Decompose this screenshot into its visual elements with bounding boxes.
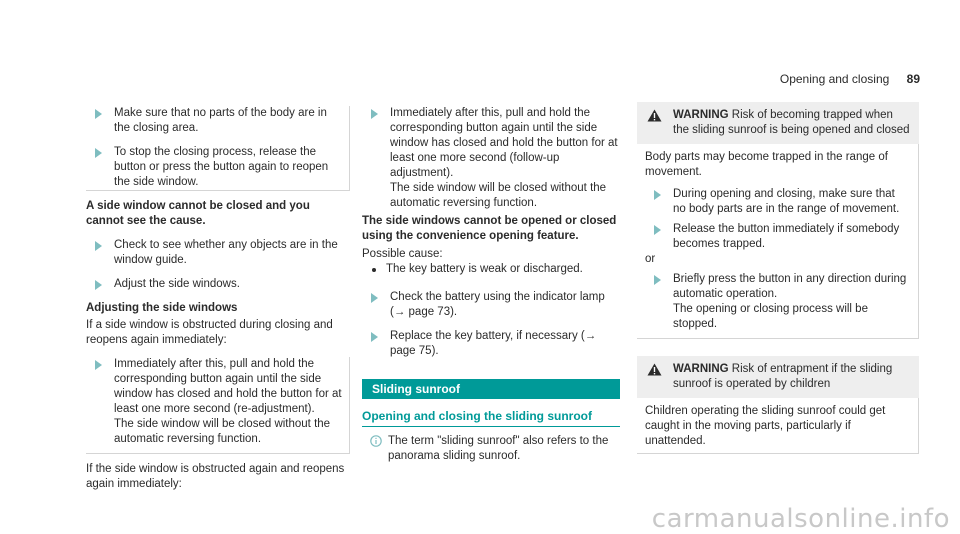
subsection-title: Opening and closing the sliding sunroof: [362, 408, 620, 427]
page-header: [702, 72, 920, 87]
step-item: Replace the key battery, if necessary (→ page 75).: [362, 329, 620, 359]
section-bar: Sliding sunroof: [362, 379, 620, 399]
step-arrow-icon: [95, 148, 102, 158]
warning-header: [637, 102, 919, 144]
page-number: 89: [906, 72, 920, 86]
column-2: [362, 106, 620, 464]
step-arrow-icon: [95, 241, 102, 251]
step-arrow-icon: [371, 109, 378, 119]
paragraph: If the side window is obstructed again and reopens again immediately:: [86, 463, 345, 490]
note: The term "sliding sunroof" also refers to the panorama sliding sunroof.: [362, 434, 620, 464]
step-arrow-icon: [654, 225, 661, 235]
heading-adjusting: Adjusting the side windows: [86, 302, 238, 314]
warning-triangle-icon: [647, 363, 662, 376]
step-item: During opening and closing, make sure that no body parts are in the range of movement.: [645, 187, 910, 217]
cause-label: Possible cause:: [362, 248, 443, 260]
step-item: Check the battery using the indicator lamp (→ page 73).: [362, 290, 620, 320]
step-item: Immediately after this, pull and hold the corresponding button again until the side window has closed and hold the button for at least one more second (re-adjustment). The side window will be closed without the automatic reversing function.: [86, 357, 350, 454]
warning-label: WARNING: [673, 109, 729, 121]
warning-body: Body parts may become trapped in the range of movement. During opening and closing, make sure that no body parts are in the range of movement. Release the button immediately if somebody becomes trapped. or Briefly press the button in any direction during automatic operation. The opening or closing process will be stopped.: [637, 144, 919, 339]
step-item: Briefly press the button in any direction during automatic operation. The opening or closing process will be stopped.: [645, 272, 910, 332]
step-arrow-icon: [654, 190, 661, 200]
column-1: [86, 106, 350, 492]
instruction-box: [86, 106, 350, 191]
list-item: The key battery is weak or discharged.: [362, 262, 620, 277]
step-arrow-icon: [371, 332, 378, 342]
warning-label: WARNING: [673, 363, 729, 375]
step-item: Adjust the side windows.: [86, 277, 350, 292]
column-3: [637, 102, 919, 454]
info-icon: [370, 435, 382, 447]
warning-title: Risk of entrapment if the sliding sunroof is operated by children: [673, 363, 893, 390]
step-arrow-icon: [371, 293, 378, 303]
step-arrow-icon: [95, 280, 102, 290]
warning-title: Risk of becoming trapped when the sliding sunroof is being opened and closed: [673, 109, 910, 136]
heading-cannot-close: A side window cannot be closed and you cannot see the cause.: [86, 200, 310, 227]
section-name: Opening and closing: [779, 72, 890, 86]
step-item: Make sure that no parts of the body are in the closing area.: [86, 106, 341, 136]
step-item: Immediately after this, pull and hold the corresponding button again until the side window has closed and hold the button for at least one more second (follow-up adjustment). The side window will be closed without the automatic reversing function.: [362, 106, 620, 213]
step-item: Release the button immediately if somebody becomes trapped.: [645, 222, 910, 252]
paragraph: If a side window is obstructed during closing and reopens again immediately:: [86, 319, 333, 346]
warning-triangle-icon: [647, 109, 662, 122]
step-arrow-icon: [95, 109, 102, 119]
heading-convenience: The side windows cannot be opened or closed using the convenience opening feature.: [362, 215, 617, 242]
step-item: Check to see whether any objects are in the window guide.: [86, 238, 350, 268]
watermark: carmanualsonline.info: [651, 504, 950, 534]
step-arrow-icon: [95, 360, 102, 370]
step-arrow-icon: [654, 275, 661, 285]
or-label: or: [645, 253, 656, 265]
warning-box-children: [637, 356, 919, 454]
warning-body: Children operating the sliding sunroof could get caught in the moving parts, particularly if unattended.: [637, 398, 919, 454]
bullet-icon: [372, 268, 376, 272]
warning-header: [637, 356, 919, 398]
warning-box-trapped: [637, 102, 919, 339]
step-item: To stop the closing process, release the button or press the button again to reopen the side window.: [86, 145, 341, 190]
